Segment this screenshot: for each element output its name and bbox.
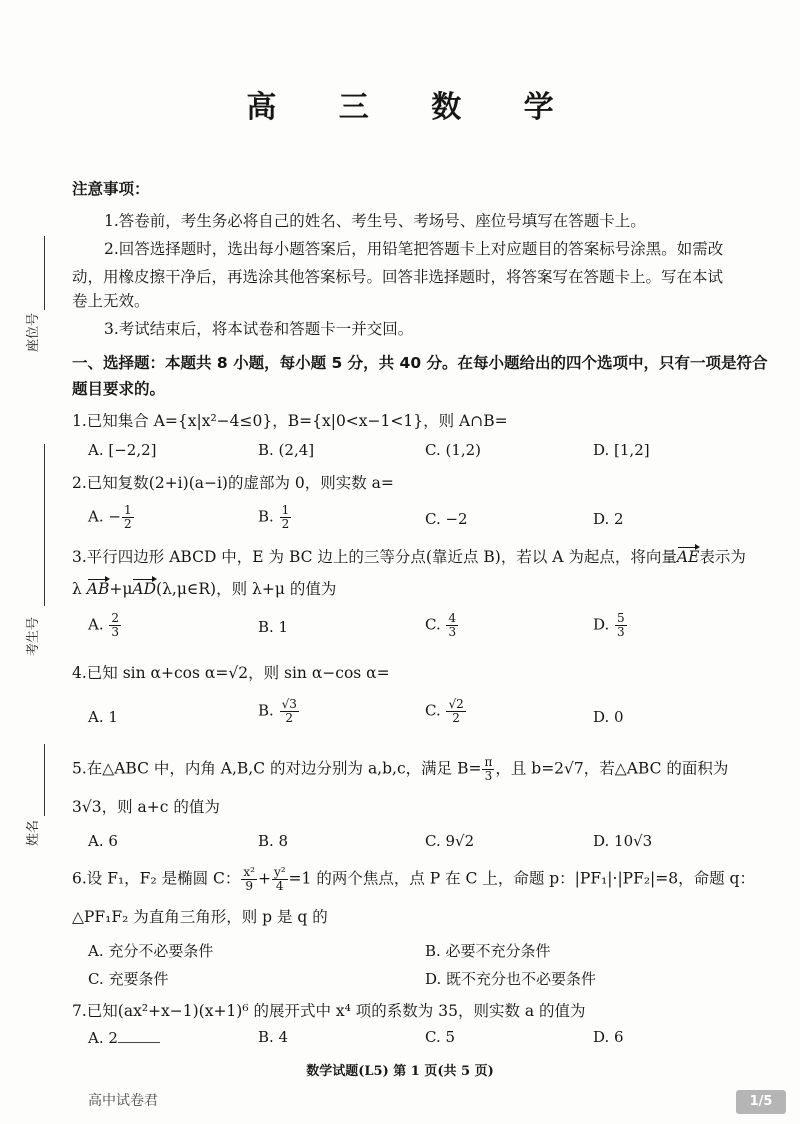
name-label: 姓名	[26, 819, 41, 846]
seat-line	[44, 236, 45, 310]
q1-option-b: B. (2,4]	[258, 441, 315, 459]
q1-stem: 1.已知集合 A={x|x²−4≤0}，B={x|0<x−1<1}，则 A∩B=	[72, 412, 508, 430]
numerator: √3	[281, 697, 297, 711]
plus-sign: +	[257, 869, 271, 888]
y-squared-over-4	[272, 866, 288, 893]
q3-option-d-prefix: D.	[593, 615, 615, 634]
q3-option-c-prefix: C.	[425, 615, 446, 634]
q5-stem-text-1: 5.在△ABC 中，内角 A,B,C 的对边分别为 a,b,c，满足 B=	[72, 759, 482, 778]
q3-stem-text-2: 表示为	[699, 548, 746, 566]
q6-stem-a	[72, 865, 755, 893]
x-squared-over-9	[241, 866, 257, 893]
q4-option-a: A. 1	[88, 708, 118, 726]
vector-ad: AD	[132, 580, 157, 598]
q4-stem: 4.已知 sin α+cos α=√2，则 sin α−cos α=	[72, 664, 390, 682]
name-line	[44, 744, 45, 816]
denominator: 3	[617, 625, 625, 639]
q3-option-d-fraction	[615, 612, 627, 639]
q2-option-c: C. −2	[425, 510, 468, 528]
q4-option-c-prefix: C.	[425, 701, 446, 720]
q4-option-b-prefix: B.	[258, 701, 279, 720]
notice-item-2-a: 2.回答选择题时，选出每小题答案后，用铅笔把答题卡上对应题目的答案标号涂黑。如需改	[104, 240, 724, 258]
q2-option-d: D. 2	[593, 510, 624, 528]
q7-option-b: B. 4	[258, 1028, 289, 1046]
q5-option-b: B. 8	[258, 832, 289, 850]
q4-option-c	[425, 698, 467, 725]
answer-blank	[118, 1028, 160, 1043]
denominator: 2	[281, 517, 290, 531]
q7-option-c: C. 5	[425, 1028, 456, 1046]
q1-option-d: D. [1,2]	[593, 441, 650, 459]
q3-stem-a	[72, 546, 752, 568]
vector-ae: AE	[676, 548, 700, 566]
section-heading-2: 题目要求的。	[72, 380, 166, 398]
q2-option-a	[88, 504, 135, 531]
q3-option-d	[593, 612, 628, 639]
q5-stem-a	[72, 756, 752, 783]
q7-stem: 7.已知(ax²+x−1)(x+1)⁶ 的展开式中 x⁴ 项的系数为 35，则实数 a 的值为	[72, 1002, 586, 1020]
page-footer: 数学试题(L5) 第 1 页(共 5 页)	[306, 1064, 494, 1079]
q3-stem-text-3: (λ,μ∈R)，则 λ+μ 的值为	[156, 580, 337, 598]
exam-no-label: 考生号	[26, 616, 41, 656]
q3-stem-text-1: 3.平行四边形 ABCD 中，E 为 BC 边上的三等分点(靠近点 B)，若以 A 为起点，将向量	[72, 548, 677, 566]
plus-mu: +μ	[109, 580, 133, 598]
q2-stem: 2.已知复数(2+i)(a−i)的虚部为 0，则实数 a=	[72, 474, 394, 492]
q4-option-c-fraction	[446, 698, 465, 725]
q6-stem-text-1: 6.设 F₁，F₂ 是椭圆 C：	[72, 869, 241, 888]
q4-option-d: D. 0	[593, 708, 624, 726]
q5-option-d: D. 10√3	[593, 832, 653, 850]
q5-stem-b: 3√3，则 a+c 的值为	[72, 798, 220, 816]
denominator: 4	[275, 879, 284, 893]
q3-option-c-fraction	[446, 612, 458, 639]
q7-option-d: D. 6	[593, 1028, 624, 1046]
q5-stem-text-2: ，且 b=2√7，若△ABC 的面积为	[495, 759, 729, 778]
q3-option-a-fraction	[109, 612, 121, 639]
q6-option-b: B. 必要不充分条件	[425, 942, 551, 960]
q6-option-c: C. 充要条件	[88, 970, 169, 988]
denominator: 3	[448, 625, 457, 639]
q7-option-a	[88, 1028, 160, 1047]
q1-option-c: C. (1,2)	[425, 441, 482, 459]
numerator: 5	[617, 611, 625, 625]
notice-item-2-c: 卷上无效。	[72, 292, 150, 310]
q6-option-d: D. 既不充分也不必要条件	[425, 970, 597, 988]
numerator: 1	[123, 503, 132, 517]
q6-option-a: A. 充分不必要条件	[88, 942, 214, 960]
q3-option-a	[88, 612, 122, 639]
q2-option-b-prefix: B.	[258, 507, 279, 526]
q2-option-b	[258, 504, 292, 531]
denominator: 3	[111, 625, 120, 639]
q6-stem-b: △PF₁F₂ 为直角三角形，则 p 是 q 的	[72, 908, 328, 926]
notice-item-1: 1.答卷前，考生务必将自己的姓名、考生号、考场号、座位号填写在答题卡上。	[104, 212, 646, 230]
q5-option-c: C. 9√2	[425, 832, 475, 850]
q2-option-a-prefix: A. −	[88, 507, 121, 526]
q1-option-a: A. [−2,2]	[88, 441, 157, 459]
q6-stem-text-2: =1 的两个焦点，点 P 在 C 上，命题 p：|PF₁|·|PF₂|=8，命题 q：	[288, 869, 755, 888]
q3-option-a-prefix: A.	[88, 615, 109, 634]
notice-item-3: 3.考试结束后，将本试卷和答题卡一并交回。	[104, 320, 414, 338]
page-indicator[interactable]: 1/5	[736, 1090, 786, 1114]
numerator: √2	[448, 697, 464, 711]
q4-option-b	[258, 698, 300, 725]
q3-option-c	[425, 612, 459, 639]
numerator: π	[484, 755, 493, 769]
denominator: 2	[285, 711, 294, 725]
notice-heading: 注意事项：	[72, 180, 150, 198]
denominator: 9	[245, 879, 253, 893]
exam-no-line	[44, 444, 45, 606]
numerator: y²	[273, 865, 286, 879]
q2-option-a-fraction	[122, 504, 134, 531]
q2-option-b-fraction	[280, 504, 292, 531]
denominator: 3	[484, 769, 493, 783]
q4-option-b-fraction	[280, 698, 299, 725]
section-heading-1: 一、选择题：本题共 8 小题，每小题 5 分，共 40 分。在每小题给出的四个选项中，只有一项是符合	[72, 354, 768, 372]
pi-over-3	[482, 756, 494, 783]
seat-label: 座位号	[26, 312, 41, 352]
vector-ab: AB	[86, 580, 110, 598]
notice-item-2-b: 动，用橡皮擦干净后，再选涂其他答案标号。回答非选择题时，将答案写在答题卡上。写在本试	[72, 268, 724, 286]
lambda: λ	[72, 580, 82, 598]
page-title: 高 三 数 学	[246, 90, 580, 125]
q3-stem-b	[72, 578, 752, 600]
q3-option-b: B. 1	[258, 618, 289, 636]
numerator: x²	[243, 865, 255, 879]
numerator: 1	[281, 503, 290, 517]
scan-watermark: 高中试卷君	[88, 1093, 158, 1109]
numerator: 2	[111, 611, 120, 625]
denominator: 2	[452, 711, 460, 725]
q5-option-a: A. 6	[88, 832, 118, 850]
denominator: 2	[123, 517, 132, 531]
q7-option-a-text: A. 2	[88, 1029, 118, 1047]
numerator: 4	[448, 611, 457, 625]
